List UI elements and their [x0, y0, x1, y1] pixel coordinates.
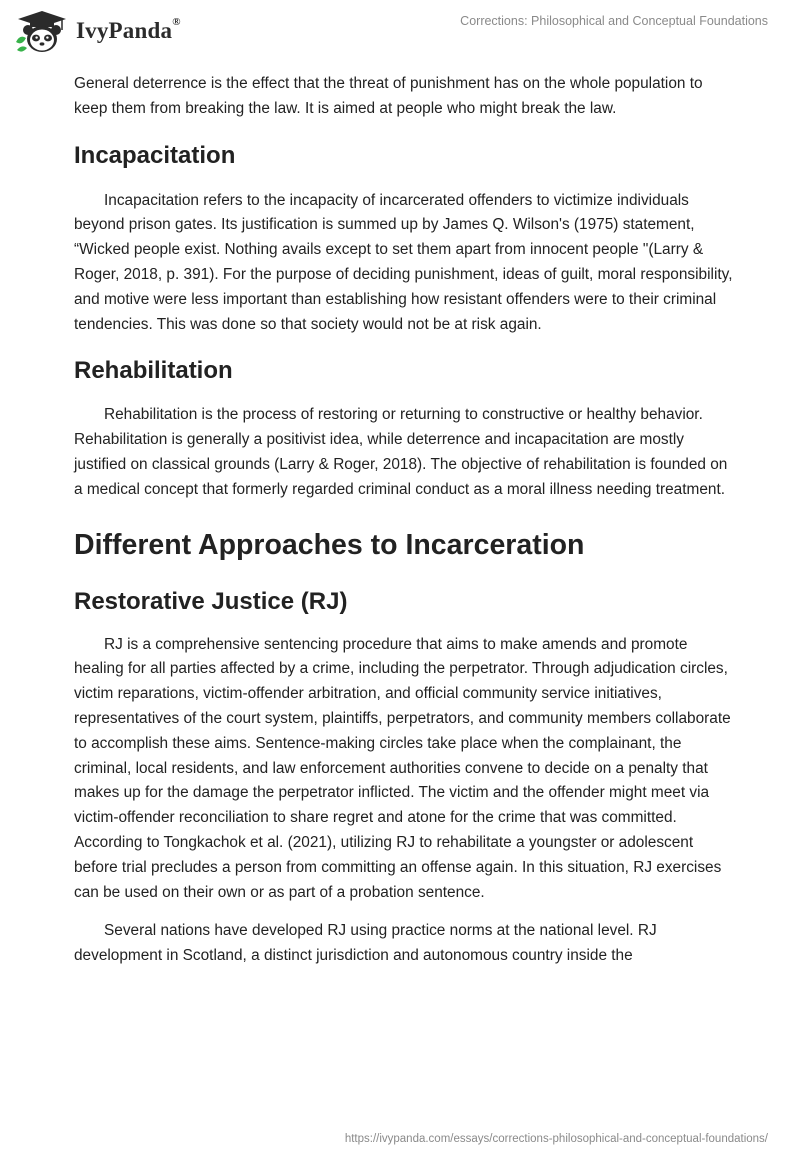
document-title: Corrections: Philosophical and Conceptual Foundations	[460, 14, 768, 28]
paragraph-general-deterrence: General deterrence is the effect that the threat of punishment has on the whole population to keep them from breaking the law. It is aimed at people who might break the law.	[74, 75, 703, 117]
heading-different-approaches: Different Approaches to Incarceration	[74, 528, 585, 561]
heading-rehabilitation: Rehabilitation	[74, 357, 233, 385]
paragraph-rehabilitation: Rehabilitation is the process of restoring or returning to constructive or healthy behavior. Rehabilitation is generally a positivist idea, while deterrence and incapacitation are mostly justified on classical grounds (Larry & Roger, 2018). The objective of rehabilitation is founded on a medical concept that formerly regarded criminal conduct as a moral illness needing treatment.	[74, 406, 728, 498]
page-header	[0, 0, 800, 62]
heading-restorative-justice: Restorative Justice (RJ)	[74, 587, 348, 615]
paragraph-rj-definition: RJ is a comprehensive sentencing procedure that aims to make amends and promote healing for all parties affected by a crime, including the perpetrator. Through adjudication circles, victim reparations, victim-offender arbitration, and official community service initiatives, representatives of the court system, plaintiffs, perpetrators, and community members collaborate to accomplish these aims. Sentence-making circles take place when the complainant, the criminal, local residents, and law enforcement authorities convene to decide on a penalty that makes up for the damage the perpetrator inflicted. The victim and the offender might meet via victim-offender reconciliation to share regret and atone for the crime that was committed. According to Tongkachok et al. (2021), utilizing RJ to rehabilitate a youngster or adolescent before trial precludes a person from committing an offense again. In this situation, RJ exercises can be used on their own or as part of a probation sentence.	[74, 635, 731, 901]
brand-logo[interactable]	[12, 8, 181, 54]
heading-incapacitation: Incapacitation	[74, 141, 236, 169]
registered-mark: ®	[172, 16, 181, 28]
panda-graduate-icon	[12, 8, 72, 54]
essay-content	[74, 72, 734, 969]
source-url[interactable]: https://ivypanda.com/essays/corrections-philosophical-and-conceptual-foundations/	[344, 1133, 768, 1145]
paragraph-rj-national: Several nations have developed RJ using practice norms at the national level. RJ development in Scotland, a distinct jurisdiction and autonomous country inside the	[74, 922, 657, 965]
brand-name: IvyPanda®	[76, 16, 181, 43]
paragraph-incapacitation: Incapacitation refers to the incapacity of incarcerated offenders to victimize individuals beyond prison gates. Its justification is summed up by James Q. Wilson's (1975) statement, “Wicked people exist. Nothing avails except to set them apart from innocent people "(Larry & Roger, 2018, p. 391). For the purpose of deciding punishment, ideas of guilt, moral responsibility, and motive were less important than establishing how resistant offenders were to their criminal tendencies. This was done so that society would not be at risk again.	[74, 191, 733, 333]
